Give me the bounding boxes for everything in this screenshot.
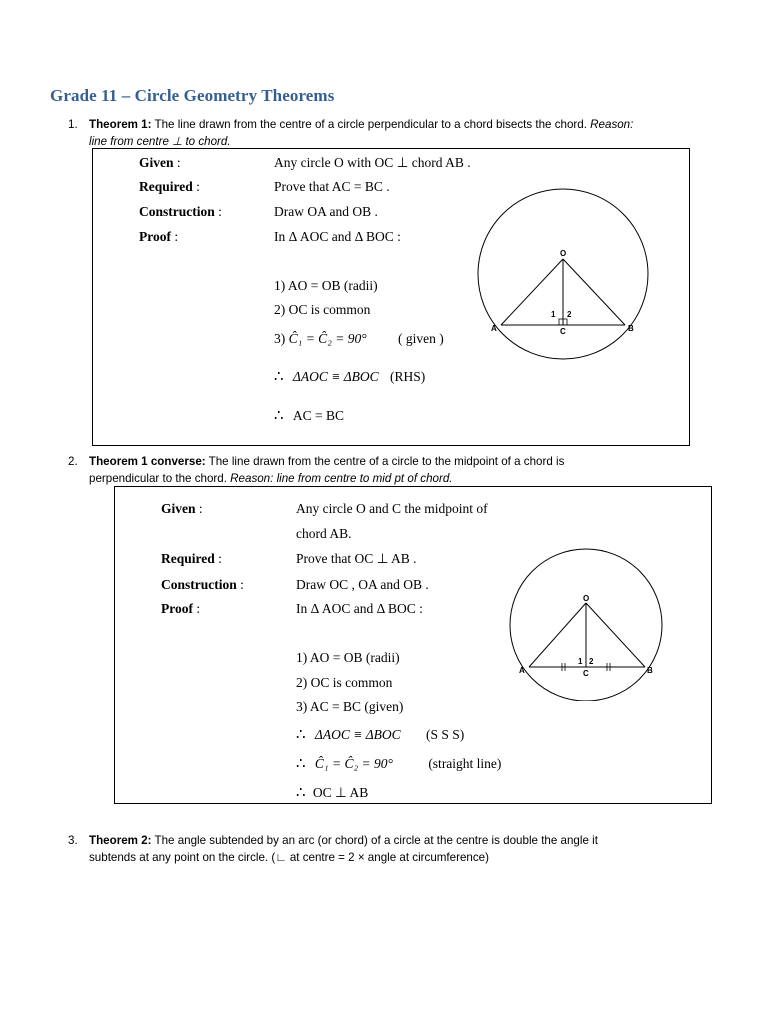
congruence-statement: ∴ ΔAOC ≡ ΔBOC (RHS) xyxy=(274,369,426,385)
item-number: 1. xyxy=(68,118,78,131)
theorem-heading: Theorem 1 converse: xyxy=(89,455,206,468)
label-1: 1 xyxy=(578,657,583,666)
label-o: O xyxy=(560,249,567,258)
item-number: 3. xyxy=(68,834,78,847)
construction-label: Construction : xyxy=(139,204,222,219)
given-value-1: Any circle O and C the midpoint of xyxy=(296,501,488,516)
proof-value: In Δ AOC and Δ BOC : xyxy=(274,229,401,244)
proof-label: Proof : xyxy=(139,229,179,244)
construction-label: Construction : xyxy=(161,577,244,592)
label-a: A xyxy=(519,666,525,675)
item-number: 2. xyxy=(68,455,78,468)
theorem-1-converse-statement xyxy=(68,453,728,487)
given-value-2: chord AB. xyxy=(296,526,352,541)
reason-text: Reason: line from centre to mid pt of chord. xyxy=(230,472,453,485)
required-label: Required : xyxy=(139,179,200,194)
congruence-statement: ∴ ΔAOC ≡ ΔBOC (S S S) xyxy=(296,727,465,743)
construction-value: Draw OC , OA and OB . xyxy=(296,577,429,592)
label-b: B xyxy=(647,666,653,675)
label-2: 2 xyxy=(589,657,594,666)
proof-step-3: 3) Ĉ₁ = Ĉ₂ = 90° ( given ) xyxy=(274,331,444,346)
proof-step-1: 1) AO = OB (radii) xyxy=(296,650,400,665)
required-value: Prove that OC ⊥ AB . xyxy=(296,551,417,566)
required-value: Prove that AC = BC . xyxy=(274,179,390,194)
label-c: C xyxy=(583,669,589,678)
label-2: 2 xyxy=(567,310,572,319)
circle-diagram-1 xyxy=(473,179,673,379)
proof-value: In Δ AOC and Δ BOC : xyxy=(296,601,423,616)
radius-ob xyxy=(563,259,625,325)
theorem-1-proof-box xyxy=(92,148,690,446)
proof-step-1: 1) AO = OB (radii) xyxy=(274,278,378,293)
theorem-text: The line drawn from the centre of a circle to the midpoint of a chord is xyxy=(205,455,565,468)
theorem-text-2: perpendicular to the chord. xyxy=(89,472,227,485)
theorem-1-converse-proof-box xyxy=(114,486,712,804)
proof-label: Proof : xyxy=(161,601,201,616)
label-o: O xyxy=(583,594,590,603)
proof-step-2: 2) OC is common xyxy=(296,675,393,690)
proof-step-3: 3) AC = BC (given) xyxy=(296,699,404,714)
theorem-text-2: subtends at any point on the circle. (∟ at centre = 2 × angle at circumference) xyxy=(89,851,489,864)
reason-label: Reason: xyxy=(590,118,634,131)
theorem-text: The line drawn from the centre of a circle perpendicular to a chord bisects the chord. xyxy=(151,118,587,131)
theorem-heading: Theorem 2: xyxy=(89,834,152,847)
theorem-heading: Theorem 1: xyxy=(89,118,152,131)
label-c: C xyxy=(560,327,566,336)
angle-statement: ∴ Ĉ₁ = Ĉ₂ = 90° (straight line) xyxy=(296,756,502,772)
theorem-1-statement xyxy=(68,116,728,150)
construction-value: Draw OA and OB . xyxy=(274,204,378,219)
given-value: Any circle O with OC ⊥ chord AB . xyxy=(274,155,471,170)
label-b: B xyxy=(628,324,634,333)
required-label: Required : xyxy=(161,551,222,566)
circle-diagram-2 xyxy=(505,521,685,701)
label-a: A xyxy=(491,324,497,333)
conclusion: ∴ AC = BC xyxy=(274,408,345,424)
theorem-text: The angle subtended by an arc (or chord) of a circle at the centre is double the angle it xyxy=(151,834,598,847)
reason-text: line from centre ⊥ to chord. xyxy=(89,135,231,148)
radius-ob xyxy=(586,603,645,667)
given-label: Given : xyxy=(161,501,203,516)
theorem-2-statement xyxy=(68,832,728,866)
given-label: Given : xyxy=(139,155,181,170)
label-1: 1 xyxy=(551,310,556,319)
page-title: Grade 11 – Circle Geometry Theorems xyxy=(50,86,335,105)
proof-step-2: 2) OC is common xyxy=(274,302,371,317)
conclusion: ∴ OC ⊥ AB xyxy=(296,785,369,801)
